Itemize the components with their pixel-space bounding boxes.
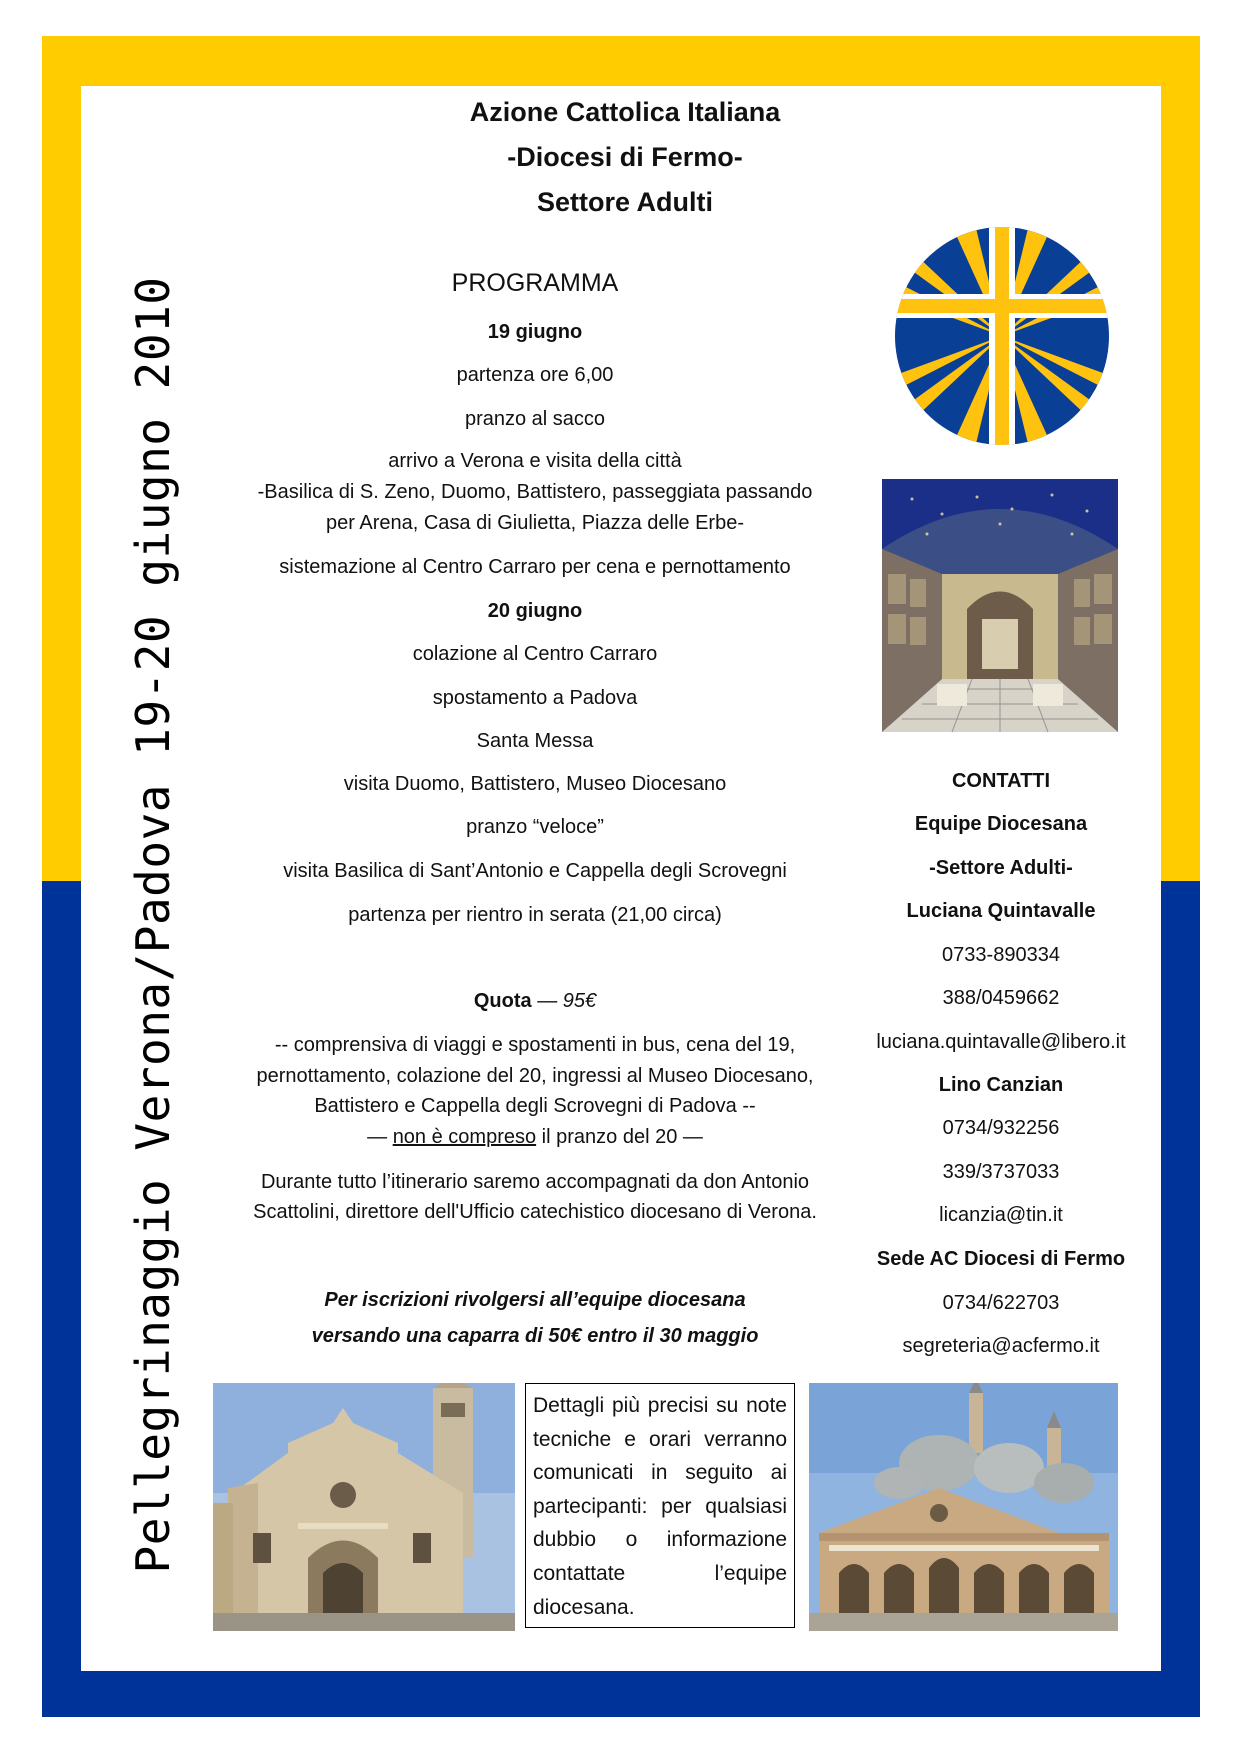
day1-item: sistemazione al Centro Carraro per cena e pernottamento [279, 556, 791, 578]
day2-item: colazione al Centro Carraro [412, 643, 658, 665]
sede-phone: 0734/622703 [942, 1292, 1060, 1314]
contact-phone: 0733-890334 [942, 944, 1060, 966]
accompaniment-text: Durante tutto l’itinerario saremo accompagnati da don Antonio [260, 1171, 810, 1193]
quota-desc: Battistero e Cappella degli Scrovegni di Padova -- [314, 1095, 756, 1117]
programma-title: PROGRAMMA [451, 269, 619, 297]
registration-note: Per iscrizioni rivolgersi all’equipe diocesana [324, 1289, 746, 1311]
quota-desc: pernottamento, colazione del 20, ingressi al Museo Diocesano, [256, 1065, 814, 1087]
contact-name: Luciana Quintavalle [906, 900, 1096, 922]
day1-item: pranzo al sacco [464, 408, 606, 430]
quota-exclusion [210, 1122, 860, 1152]
padova-basilica-photo [809, 1383, 1118, 1631]
accompaniment-text: Scattolini, direttore dell'Ufficio catechistico diocesano di Verona. [253, 1201, 817, 1223]
quota-dash: — [531, 990, 563, 1012]
header-org: Azione Cattolica Italiana [469, 97, 781, 127]
day2-item: visita Duomo, Battistero, Museo Diocesano [343, 773, 727, 795]
contact-phone: 388/0459662 [942, 987, 1060, 1009]
contact-phone: 339/3737033 [942, 1161, 1060, 1183]
day1-item: per Arena, Casa di Giulietta, Piazza delle Erbe- [326, 512, 744, 534]
quota-desc: -- comprensiva di viaggi e spostamenti in bus, cena del 19, [274, 1034, 796, 1056]
header-sector: Settore Adulti [536, 187, 713, 217]
contacts-title: CONTATTI [951, 770, 1051, 792]
day2-date: 20 giugno [487, 600, 583, 622]
day1-date: 19 giugno [487, 321, 583, 343]
contact-name: Lino Canzian [938, 1074, 1064, 1096]
day2-item: Santa Messa [476, 730, 594, 752]
quota-line [210, 986, 860, 1016]
day1-item: partenza ore 6,00 [456, 364, 614, 386]
header-diocese: -Diocesi di Fermo- [507, 142, 743, 172]
contact-email: licanzia@tin.it [939, 1204, 1063, 1226]
contacts-group: -Settore Adulti- [929, 857, 1073, 879]
contacts-group: Equipe Diocesana [914, 813, 1088, 835]
day1-item: arrivo a Verona e visita della città [388, 450, 682, 472]
vertical-title-container [118, 225, 188, 1625]
day2-item: partenza per rientro in serata (21,00 circa) [348, 904, 722, 926]
scrovegni-chapel-photo [882, 479, 1118, 732]
exclusion-underlined: non è compreso [392, 1126, 537, 1148]
day2-item: spostamento a Padova [432, 687, 638, 709]
day1-item: -Basilica di S. Zeno, Duomo, Battistero, passeggiata passando [257, 481, 813, 503]
day2-item: pranzo “veloce” [466, 816, 604, 838]
azione-cattolica-logo [893, 225, 1111, 447]
exclusion-pre: — [367, 1126, 393, 1148]
contact-phone: 0734/932256 [942, 1117, 1060, 1139]
day2-item: visita Basilica di Sant’Antonio e Cappella degli Scrovegni [283, 860, 787, 882]
sede-name: Sede AC Diocesi di Fermo [876, 1248, 1126, 1270]
quota-label: Quota [473, 990, 532, 1012]
quota-price: 95€ [562, 990, 597, 1012]
vertical-title: Pellegrinaggio Verona/Padova 19-20 giugno 2010 [126, 276, 180, 1574]
exclusion-post: il pranzo del 20 — [536, 1126, 703, 1148]
registration-note: versando una caparra di 50€ entro il 30 maggio [311, 1325, 759, 1347]
sede-email: segreteria@acfermo.it [902, 1335, 1100, 1357]
verona-cathedral-photo [213, 1383, 515, 1631]
contact-email: luciana.quintavalle@libero.it [876, 1031, 1126, 1053]
info-box: Dettagli più precisi su note tecniche e orari verranno comunicati in seguito ai partecipanti: per qualsiasi dubbio o informazione contattate l’equipe diocesana. [525, 1383, 795, 1628]
